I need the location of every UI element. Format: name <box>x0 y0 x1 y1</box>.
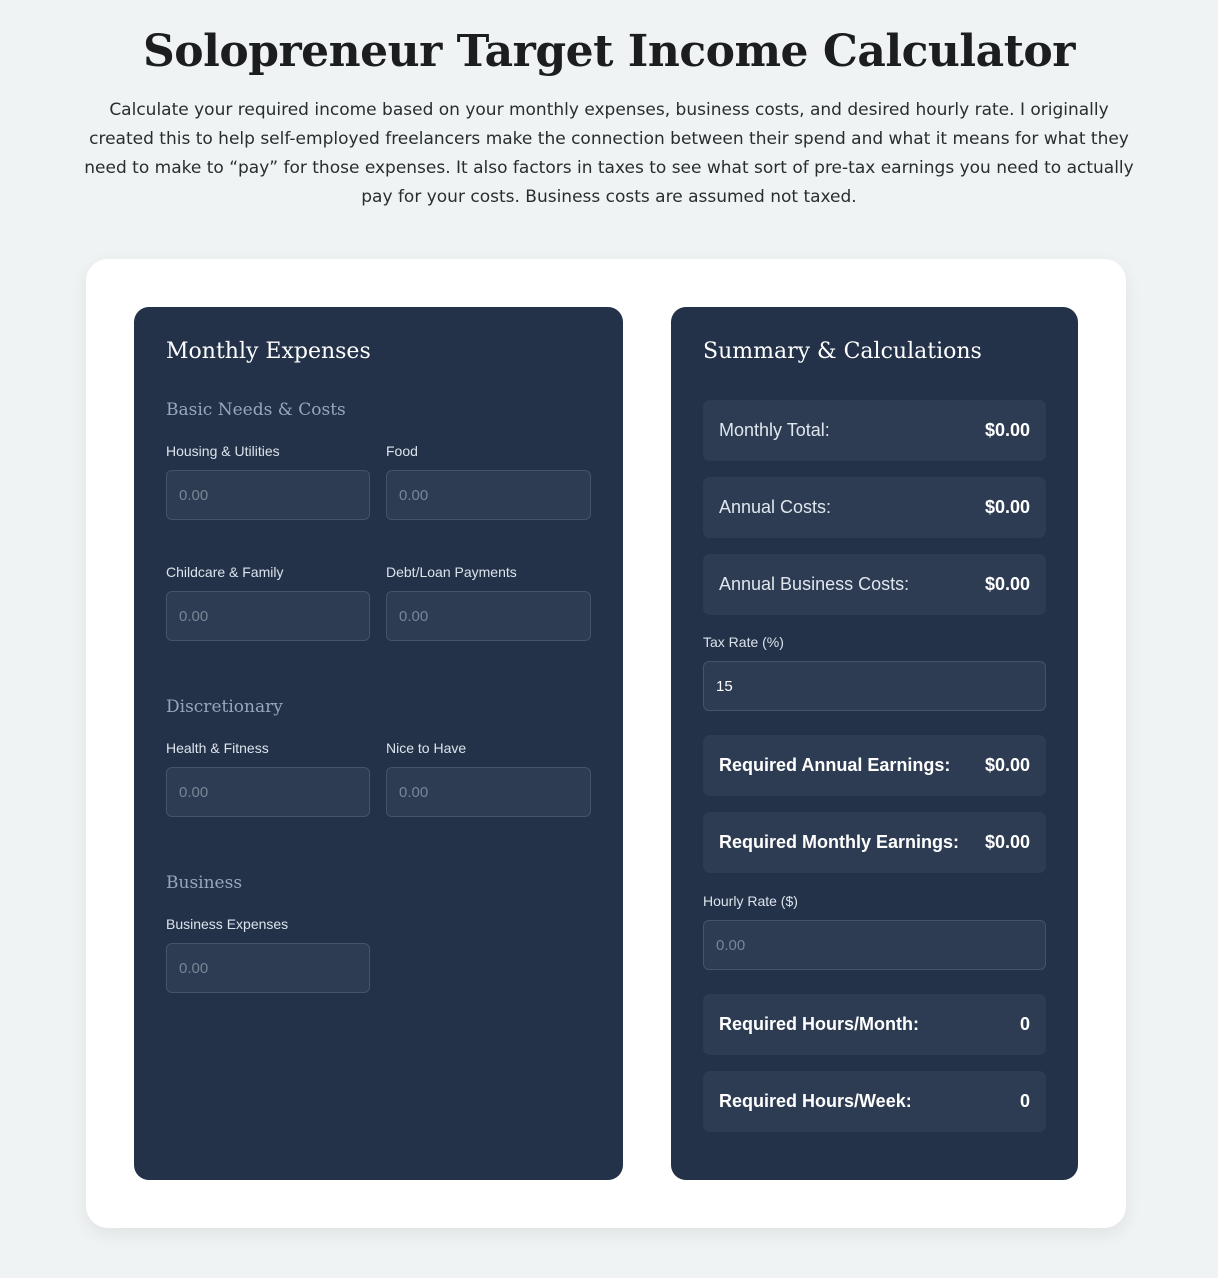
annual-costs-value: $0.00 <box>984 497 1030 517</box>
nice-to-have-input[interactable] <box>386 767 591 817</box>
childcare-label: Childcare & Family <box>166 564 284 580</box>
calculator-card <box>86 259 1126 1228</box>
debt-label: Debt/Loan Payments <box>386 564 517 580</box>
monthly-total-row <box>703 400 1046 461</box>
business-expenses-label: Business Expenses <box>166 916 289 932</box>
required-annual-earnings-value: $0.00 <box>984 755 1030 775</box>
intro-text: Calculate your required income based on your monthly expenses, business costs, and desired hourly rate. I originally created this to help self-employed freelancers make the connection between their spend and what it means for what they need to make to “pay” for those expenses. It also factors in taxes to see what sort of pre-tax earnings you need to actually pay for your costs. Business costs are assumed not taxed. <box>84 100 1134 207</box>
food-label: Food <box>386 443 418 459</box>
hourly-rate-input[interactable] <box>703 920 1046 970</box>
health-input[interactable] <box>166 767 370 817</box>
discretionary-section-title: Discretionary <box>166 697 283 717</box>
required-hours-week-row <box>703 1071 1046 1132</box>
annual-costs-label: Annual Costs: <box>719 497 832 517</box>
required-hours-week-value: 0 <box>1019 1091 1030 1111</box>
business-section-title: Business <box>166 873 243 893</box>
required-monthly-earnings-row <box>703 812 1046 873</box>
annual-business-costs-value: $0.00 <box>984 574 1030 594</box>
annual-business-costs-label: Annual Business Costs: <box>719 574 910 594</box>
required-monthly-earnings-label: Required Monthly Earnings: <box>719 832 960 852</box>
hourly-rate-label: Hourly Rate ($) <box>703 893 798 909</box>
summary-panel <box>671 307 1078 1180</box>
annual-costs-row <box>703 477 1046 538</box>
page-title: Solopreneur Target Income Calculator <box>143 26 1075 77</box>
housing-input[interactable] <box>166 470 370 520</box>
food-input[interactable] <box>386 470 591 520</box>
summary-title: Summary & Calculations <box>703 339 982 364</box>
required-annual-earnings-row <box>703 735 1046 796</box>
nice-to-have-label: Nice to Have <box>386 740 467 756</box>
business-expenses-input[interactable] <box>166 943 370 993</box>
tax-rate-label: Tax Rate (%) <box>703 634 784 650</box>
monthly-total-label: Monthly Total: <box>719 420 830 440</box>
required-annual-earnings-label: Required Annual Earnings: <box>719 755 951 775</box>
required-hours-month-value: 0 <box>1019 1014 1030 1034</box>
annual-business-costs-row <box>703 554 1046 615</box>
required-hours-month-label: Required Hours/Month: <box>719 1014 919 1034</box>
monthly-total-value: $0.00 <box>984 420 1030 440</box>
health-label: Health & Fitness <box>166 740 269 756</box>
required-hours-week-label: Required Hours/Week: <box>719 1091 912 1111</box>
monthly-expenses-title: Monthly Expenses <box>166 339 371 364</box>
debt-input[interactable] <box>386 591 591 641</box>
childcare-input[interactable] <box>166 591 370 641</box>
tax-rate-input[interactable] <box>703 661 1046 711</box>
required-hours-month-row <box>703 994 1046 1055</box>
basic-needs-section-title: Basic Needs & Costs <box>166 400 346 420</box>
required-monthly-earnings-value: $0.00 <box>984 832 1030 852</box>
monthly-expenses-panel <box>134 307 623 1180</box>
housing-label: Housing & Utilities <box>166 443 280 459</box>
